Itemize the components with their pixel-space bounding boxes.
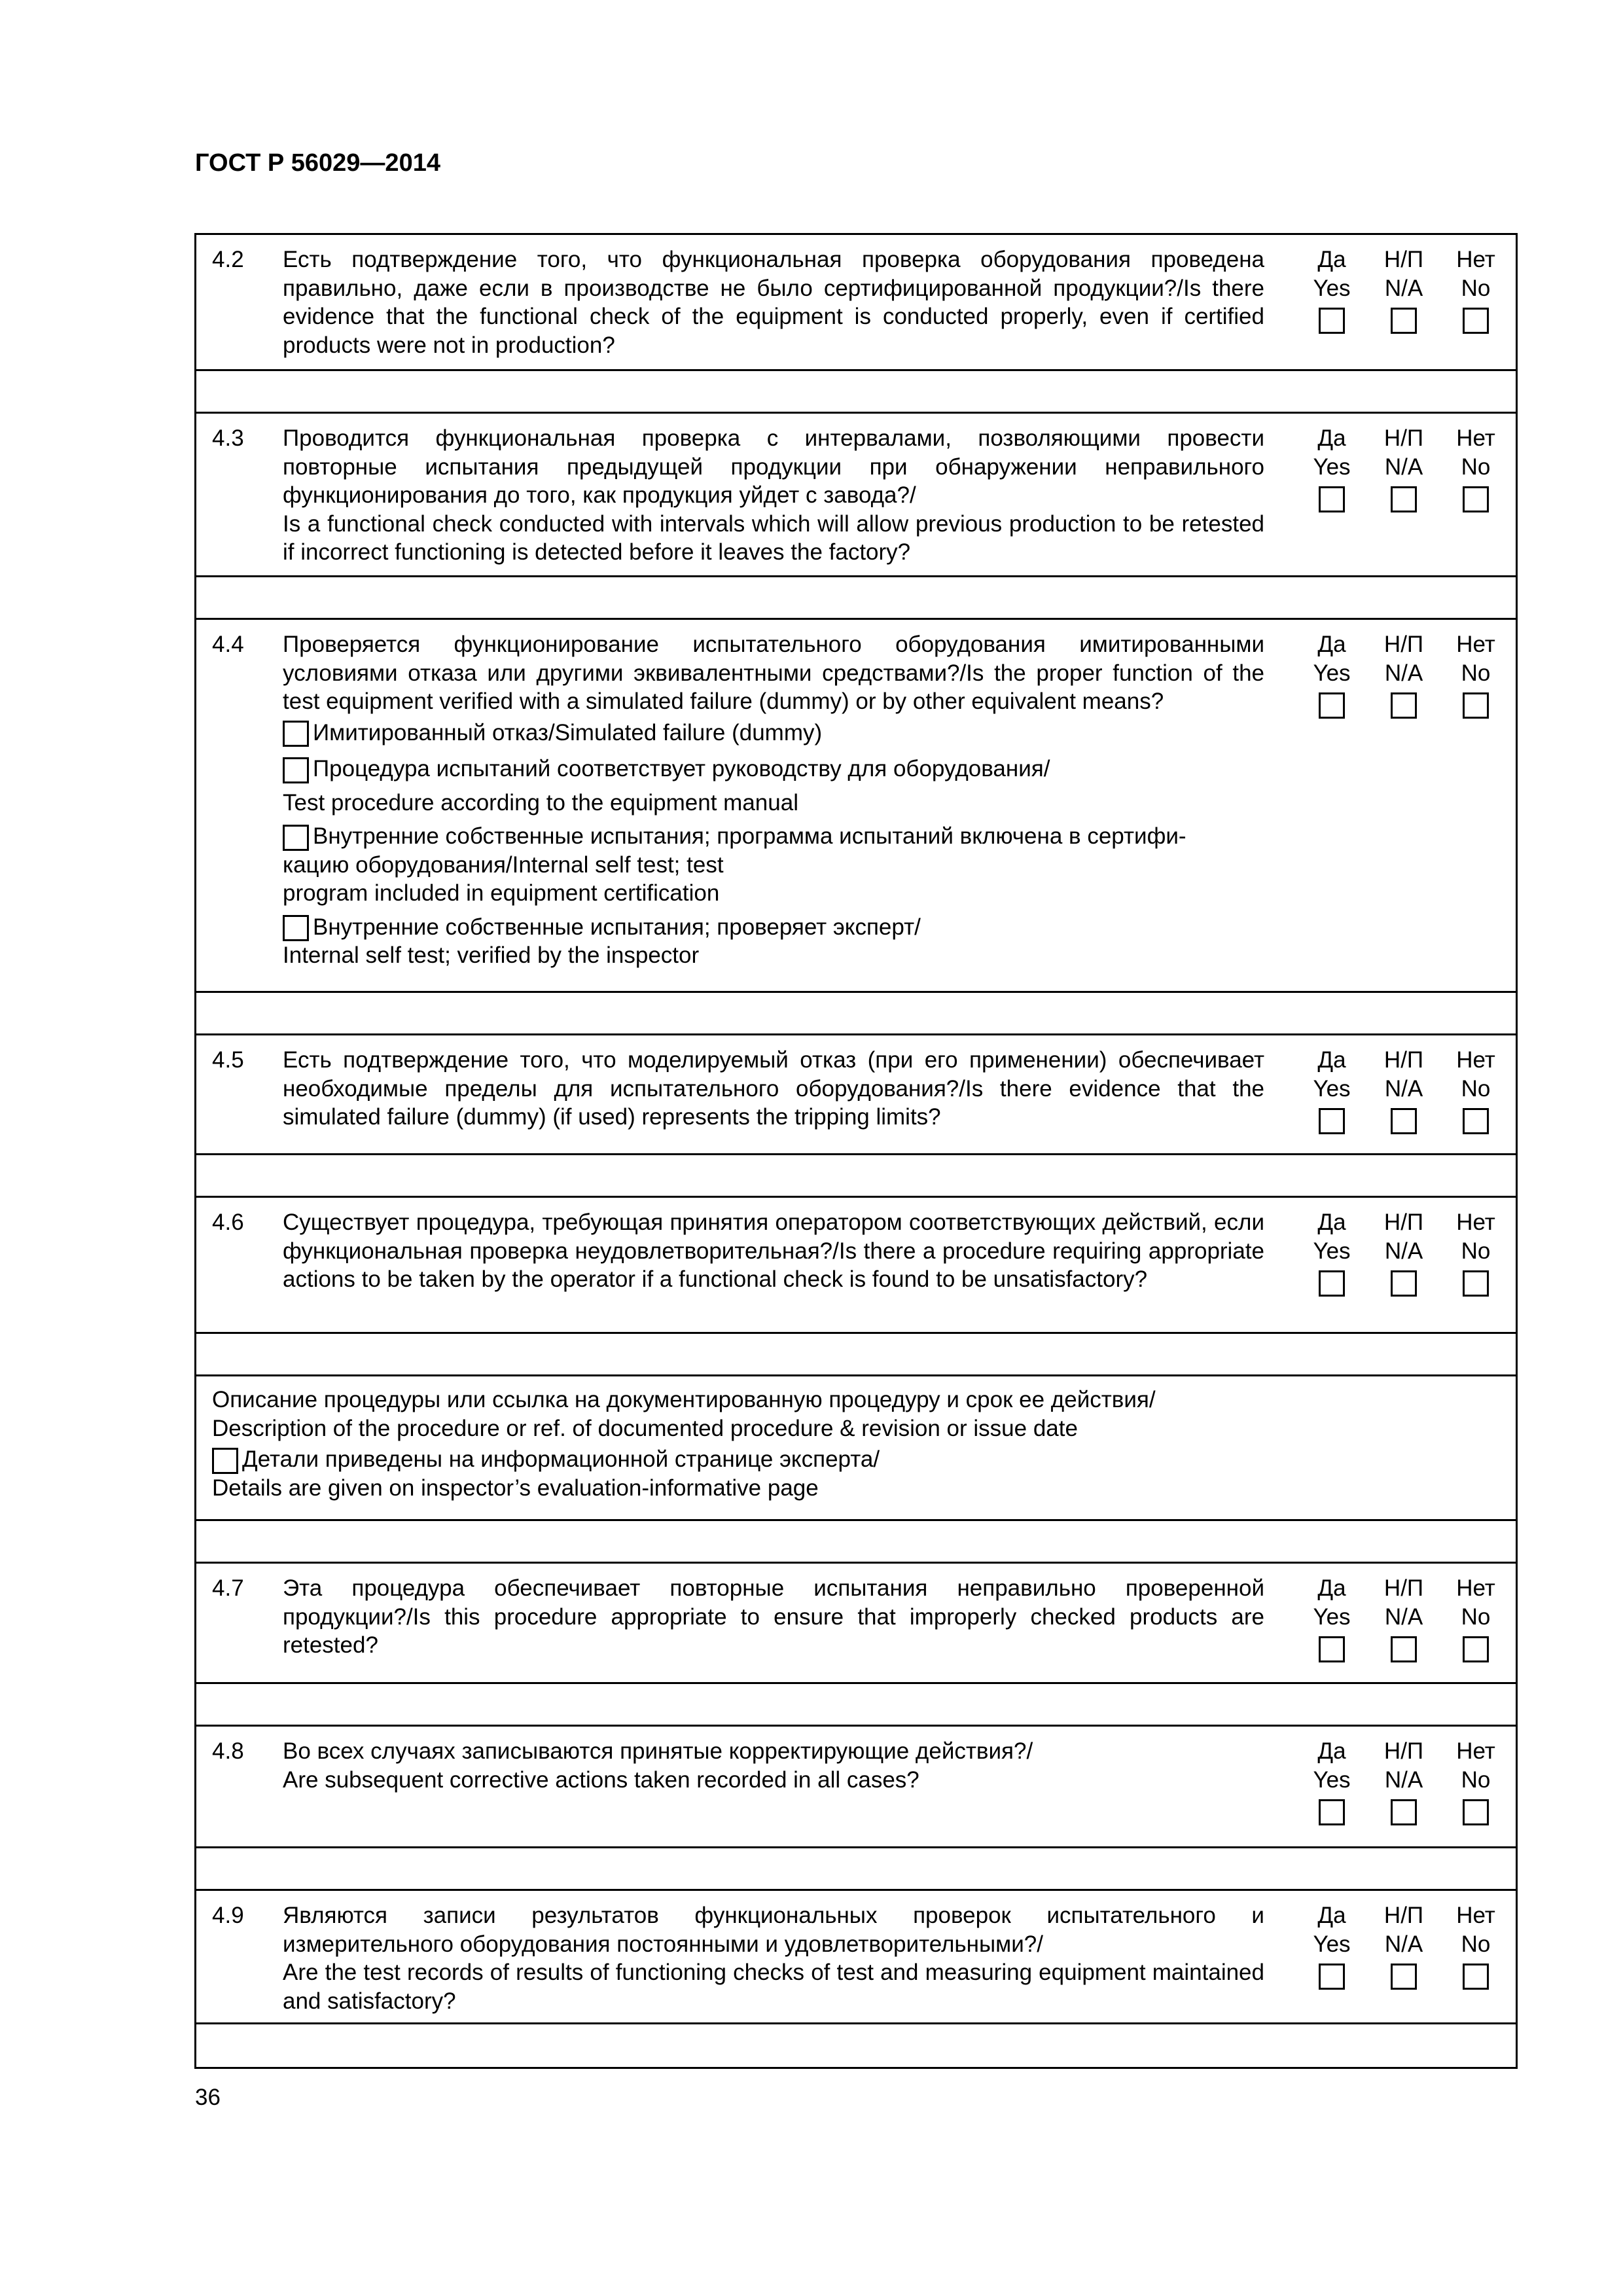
sub-option-label-en: Test procedure according to the equipment manual xyxy=(283,789,798,816)
na-label-en: N/A xyxy=(1384,1931,1423,1957)
na-label-en: N/A xyxy=(1384,1767,1423,1793)
na-label-en: N/A xyxy=(1384,660,1423,686)
blank-row xyxy=(196,1848,1516,1891)
no-label-ru: Нет xyxy=(1456,1575,1495,1601)
no-checkbox[interactable] xyxy=(1463,308,1489,334)
no-label-en: No xyxy=(1461,1604,1491,1630)
sub-option-label: Процедура испытаний соответствует руководству для оборудования/ xyxy=(313,756,1050,781)
page-number: 36 xyxy=(195,2085,221,2110)
na-label-ru: Н/П xyxy=(1383,1738,1424,1764)
answer-options xyxy=(1296,1901,1512,1990)
no-label-ru: Нет xyxy=(1456,632,1495,657)
na-label-ru: Н/П xyxy=(1383,1210,1424,1235)
question-row-4-3 xyxy=(196,414,1516,577)
blank-row xyxy=(196,2024,1516,2067)
details-option xyxy=(212,1445,1455,1474)
details-label-ru: Детали приведены на информационной странице эксперта/ xyxy=(242,1446,880,1472)
yes-label-ru: Да xyxy=(1317,632,1346,657)
na-checkbox[interactable] xyxy=(1391,1964,1417,1990)
question-text: Есть подтверждение того, что функциональная проверка оборудования проведена правильно, даже если в производстве не было сертифицированной продукции?/Is there evidence that the functional check of the equipment is conducted properly, even if certified products were not in production? xyxy=(283,247,1264,358)
blank-row xyxy=(196,1684,1516,1727)
blank-row xyxy=(196,577,1516,620)
no-checkbox[interactable] xyxy=(1463,1636,1489,1662)
no-checkbox[interactable] xyxy=(1463,692,1489,719)
yes-checkbox[interactable] xyxy=(1319,308,1345,334)
na-checkbox[interactable] xyxy=(1391,1799,1417,1825)
question-row-4-5 xyxy=(196,1035,1516,1155)
yes-label-ru: Да xyxy=(1317,1903,1346,1928)
blank-row xyxy=(196,1155,1516,1198)
no-label-ru: Нет xyxy=(1456,1210,1495,1235)
no-label-ru: Нет xyxy=(1456,1738,1495,1764)
sub-option-simulated-failure xyxy=(283,719,1264,747)
blank-row xyxy=(196,371,1516,414)
yes-label-ru: Да xyxy=(1317,1575,1346,1601)
sub-option-label: Внутренние собственные испытания; программа испытаний включена в сертифи- xyxy=(313,823,1186,849)
question-number: 4.9 xyxy=(212,1903,244,1928)
yes-checkbox[interactable] xyxy=(1319,692,1345,719)
yes-label-ru: Да xyxy=(1317,1210,1346,1235)
sub-option-label-en: Internal self test; verified by the inspector xyxy=(283,942,700,968)
checklist-table xyxy=(194,233,1518,2069)
answer-options xyxy=(1296,1208,1512,1297)
answer-options xyxy=(1296,1046,1512,1134)
yes-label-en: Yes xyxy=(1313,660,1351,686)
no-checkbox[interactable] xyxy=(1463,1108,1489,1134)
sub-option-label-cont: program included in equipment certification xyxy=(283,880,720,906)
question-text-en: Are the test records of results of functioning checks of test and measuring equipment maintained and satisfactory? xyxy=(283,1960,1264,2014)
no-label-ru: Нет xyxy=(1456,1903,1495,1928)
question-number: 4.2 xyxy=(212,247,244,272)
sub-option-test-procedure xyxy=(283,755,1264,783)
yes-label-en: Yes xyxy=(1313,1604,1351,1630)
procedure-description-row xyxy=(196,1376,1516,1521)
answer-options xyxy=(1296,630,1512,719)
yes-label-en: Yes xyxy=(1313,1931,1351,1957)
no-label-ru: Нет xyxy=(1456,425,1495,451)
question-text: Существует процедура, требующая принятия оператором соответствующих действий, если функциональная проверка неудовлетворительная?/Is there a procedure requiring appropriate actions to be taken by the operator if a functional check is found to be unsatisfactory? xyxy=(283,1210,1264,1292)
yes-label-ru: Да xyxy=(1317,1047,1346,1073)
yes-checkbox[interactable] xyxy=(1319,1799,1345,1825)
na-checkbox[interactable] xyxy=(1391,486,1417,512)
na-label-en: N/A xyxy=(1384,454,1423,480)
no-label-en: No xyxy=(1461,275,1491,301)
question-row-4-7 xyxy=(196,1564,1516,1684)
question-row-4-8 xyxy=(196,1727,1516,1848)
procedure-description xyxy=(212,1386,1455,1502)
sub-checkbox[interactable] xyxy=(283,915,309,941)
na-label-ru: Н/П xyxy=(1383,632,1424,657)
answer-options xyxy=(1296,424,1512,512)
na-label-en: N/A xyxy=(1384,275,1423,301)
question-row-4-9 xyxy=(196,1891,1516,2024)
no-label-en: No xyxy=(1461,1075,1491,1102)
blank-row xyxy=(196,1334,1516,1376)
no-checkbox[interactable] xyxy=(1463,486,1489,512)
details-checkbox[interactable] xyxy=(212,1448,238,1474)
document-header: ГОСТ Р 56029—2014 xyxy=(195,149,440,177)
na-label-en: N/A xyxy=(1384,1604,1423,1630)
question-row-4-4 xyxy=(196,620,1516,993)
yes-checkbox[interactable] xyxy=(1319,486,1345,512)
question-text-main: Проверяется функционирование испытательного оборудования имитированными условиями отказа или другими эквивалентными средствами?/Is the proper function of the test equipment verified with a simulated failure (dummy) or by other equivalent means? xyxy=(283,632,1264,714)
yes-checkbox[interactable] xyxy=(1319,1108,1345,1134)
answer-options xyxy=(1296,1574,1512,1662)
yes-label-en: Yes xyxy=(1313,1075,1351,1102)
na-label-ru: Н/П xyxy=(1383,247,1424,272)
question-number: 4.7 xyxy=(212,1575,244,1601)
question-text: Есть подтверждение того, что моделируемый отказ (при его применении) обеспечивает необходимые пределы для испытательного оборудования?/Is there evidence that the simulated failure (dummy) (if used) represents the tripping limits? xyxy=(283,1047,1264,1130)
no-checkbox[interactable] xyxy=(1463,1799,1489,1825)
yes-label-ru: Да xyxy=(1317,247,1346,272)
na-checkbox[interactable] xyxy=(1391,1636,1417,1662)
question-row-4-2 xyxy=(196,235,1516,371)
yes-checkbox[interactable] xyxy=(1319,1636,1345,1662)
blank-row xyxy=(196,993,1516,1035)
na-label-en: N/A xyxy=(1384,1075,1423,1102)
sub-checkbox[interactable] xyxy=(283,721,309,747)
question-text-ru: Во всех случаях записываются принятые корректирующие действия?/ xyxy=(283,1738,1033,1764)
yes-label-ru: Да xyxy=(1317,425,1346,451)
question-number: 4.3 xyxy=(212,425,244,451)
na-label-ru: Н/П xyxy=(1383,1047,1424,1073)
na-checkbox[interactable] xyxy=(1391,308,1417,334)
no-checkbox[interactable] xyxy=(1463,1270,1489,1297)
sub-checkbox[interactable] xyxy=(283,825,309,851)
yes-label-en: Yes xyxy=(1313,1767,1351,1793)
question-text xyxy=(283,630,1264,970)
question-text-en: Is a functional check conducted with intervals which will allow previous production to be retested if incorrect functioning is detected before it leaves the factory? xyxy=(283,511,1264,565)
yes-label-ru: Да xyxy=(1317,1738,1346,1764)
sub-option-label: Имитированный отказ/Simulated failure (dummy) xyxy=(313,719,823,745)
question-text: Эта процедура обеспечивает повторные испытания неправильно проверенной продукции?/Is this procedure appropriate to ensure that improperly checked products are retested? xyxy=(283,1575,1264,1658)
answer-options xyxy=(1296,245,1512,334)
na-label-ru: Н/П xyxy=(1383,1575,1424,1601)
question-number: 4.6 xyxy=(212,1210,244,1235)
question-text xyxy=(283,1737,1264,1794)
description-label-en: Description of the procedure or ref. of documented procedure & revision or issue date xyxy=(212,1415,1078,1441)
question-text xyxy=(283,1901,1264,2015)
no-label-en: No xyxy=(1461,660,1491,686)
no-label-ru: Нет xyxy=(1456,1047,1495,1073)
na-label-en: N/A xyxy=(1384,1238,1423,1264)
description-label-ru: Описание процедуры или ссылка на документированную процедуру и срок ее действия/ xyxy=(212,1387,1156,1412)
answer-options xyxy=(1296,1737,1512,1825)
no-label-en: No xyxy=(1461,1238,1491,1264)
details-label-en: Details are given on inspector’s evaluation-informative page xyxy=(212,1475,819,1501)
na-checkbox[interactable] xyxy=(1391,692,1417,719)
yes-label-en: Yes xyxy=(1313,1238,1351,1264)
sub-option-internal-self-test-inspector xyxy=(283,913,1264,942)
no-checkbox[interactable] xyxy=(1463,1964,1489,1990)
yes-label-en: Yes xyxy=(1313,454,1351,480)
question-number: 4.4 xyxy=(212,632,244,657)
no-label-en: No xyxy=(1461,1767,1491,1793)
sub-option-internal-self-test-certification xyxy=(283,822,1264,851)
na-label-ru: Н/П xyxy=(1383,425,1424,451)
question-row-4-6 xyxy=(196,1198,1516,1334)
blank-row xyxy=(196,1521,1516,1564)
na-checkbox[interactable] xyxy=(1391,1270,1417,1297)
sub-option-label: Внутренние собственные испытания; проверяет эксперт/ xyxy=(313,914,921,940)
yes-checkbox[interactable] xyxy=(1319,1270,1345,1297)
na-checkbox[interactable] xyxy=(1391,1108,1417,1134)
sub-option-label-cont: кацию оборудования/Internal self test; test xyxy=(283,852,724,878)
no-label-en: No xyxy=(1461,1931,1491,1957)
question-text-ru: Проводится функциональная проверка с интервалами, позволяющими провести повторные испытания предыдущей продукции при обнаружении неправильного функционирования до того, как продукция уйдет с завода?/ xyxy=(283,425,1264,508)
no-label-en: No xyxy=(1461,454,1491,480)
question-text-ru: Являются записи результатов функциональных проверок испытательного и измерительного оборудования постоянными и удовлетворительными?/ xyxy=(283,1903,1264,1957)
question-number: 4.8 xyxy=(212,1738,244,1764)
no-label-ru: Нет xyxy=(1456,247,1495,272)
question-text xyxy=(283,424,1264,567)
question-text-en: Are subsequent corrective actions taken recorded in all cases? xyxy=(283,1767,919,1793)
question-number: 4.5 xyxy=(212,1047,244,1073)
yes-checkbox[interactable] xyxy=(1319,1964,1345,1990)
yes-label-en: Yes xyxy=(1313,275,1351,301)
sub-checkbox[interactable] xyxy=(283,757,309,783)
na-label-ru: Н/П xyxy=(1383,1903,1424,1928)
